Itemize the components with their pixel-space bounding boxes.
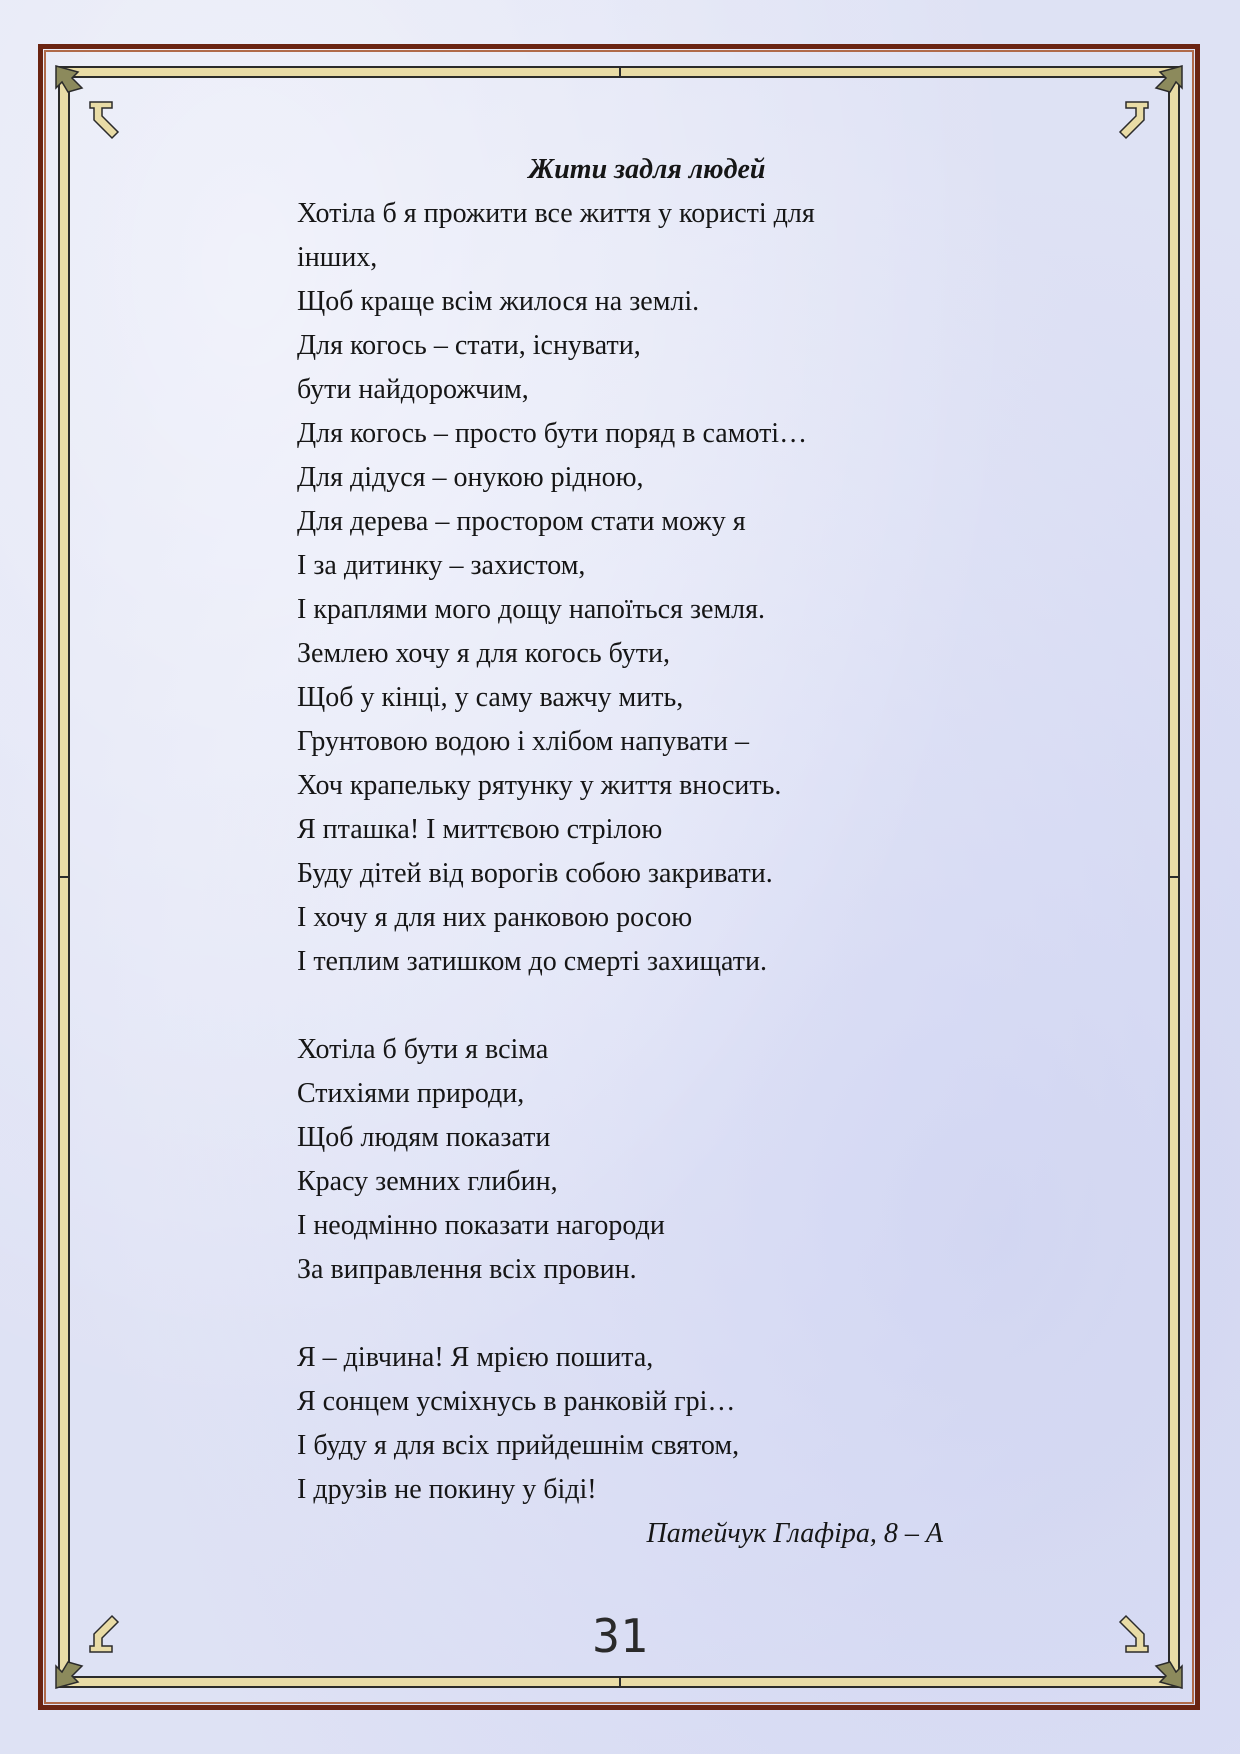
poem-line: Хоч крапельку рятунку у життя вносить. (297, 770, 782, 801)
poem-line: І краплями мого дощу напоїться земля. (297, 594, 766, 625)
poem-line: І теплим затишком до смерті захищати. (297, 946, 767, 977)
poem-line: Я пташка! І миттєвою стрілою (297, 814, 663, 845)
left-center-tick (60, 876, 70, 878)
poem-line: Грунтовою водою і хлібом напувати – (297, 726, 750, 757)
poem-line: Стихіями природи, (297, 1078, 525, 1109)
poem-line: І за дитинку – захистом, (297, 550, 586, 581)
poem-line: Буду дітей від ворогів собою закривати. (297, 858, 773, 889)
corner-ornament-top-right (1106, 62, 1186, 142)
poem-line: Хотіла б я прожити все життя у користі для (297, 198, 815, 229)
poem-line: Я сонцем усміхнусь в ранковій грі… (297, 1386, 736, 1417)
stanza (297, 192, 997, 984)
page-number: 31 (592, 1609, 648, 1663)
poem-line: Красу земних глибин, (297, 1166, 558, 1197)
poem-author: Патейчук Глафіра, 8 – А (646, 1518, 943, 1549)
stanza (297, 1336, 997, 1512)
poem-line: І неодмінно показати нагороди (297, 1210, 665, 1241)
poem-line: Я – дівчина! Я мрією пошита, (297, 1342, 654, 1373)
poem-line: Для дерева – простором стати можу я (297, 506, 746, 537)
poem-line: Щоб людям показати (297, 1122, 551, 1153)
poem-line: інших, (297, 242, 378, 273)
poem-line: Для когось – стати, існувати, (297, 330, 641, 361)
poem-line: Щоб у кінці, у саму важчу мить, (297, 682, 684, 713)
poem-line: Хотіла б бути я всіма (297, 1034, 549, 1065)
poem (297, 148, 997, 1556)
bottom-center-tick (619, 1676, 621, 1686)
poem-line: За виправлення всіх провин. (297, 1254, 637, 1285)
poem-body (297, 192, 997, 1512)
right-center-tick (1168, 876, 1178, 878)
corner-ornament-top-left (52, 62, 132, 142)
poem-line: І хочу я для них ранковою росою (297, 902, 693, 933)
poem-line: бути найдорожчим, (297, 374, 529, 405)
stanza (297, 1028, 997, 1292)
poem-line: Щоб краще всім жилося на землі. (297, 286, 700, 317)
top-center-tick (619, 68, 621, 78)
poem-line: Землею хочу я для когось бути, (297, 638, 671, 669)
poem-line: Для дідуся – онукою рідною, (297, 462, 644, 493)
poem-line: І буду я для всіх прийдешнім святом, (297, 1430, 740, 1461)
poem-line: Для когось – просто бути поряд в самоті… (297, 418, 808, 449)
poem-title: Жити задля людей (528, 154, 766, 185)
poem-line: І друзів не покину у біді! (297, 1474, 597, 1505)
